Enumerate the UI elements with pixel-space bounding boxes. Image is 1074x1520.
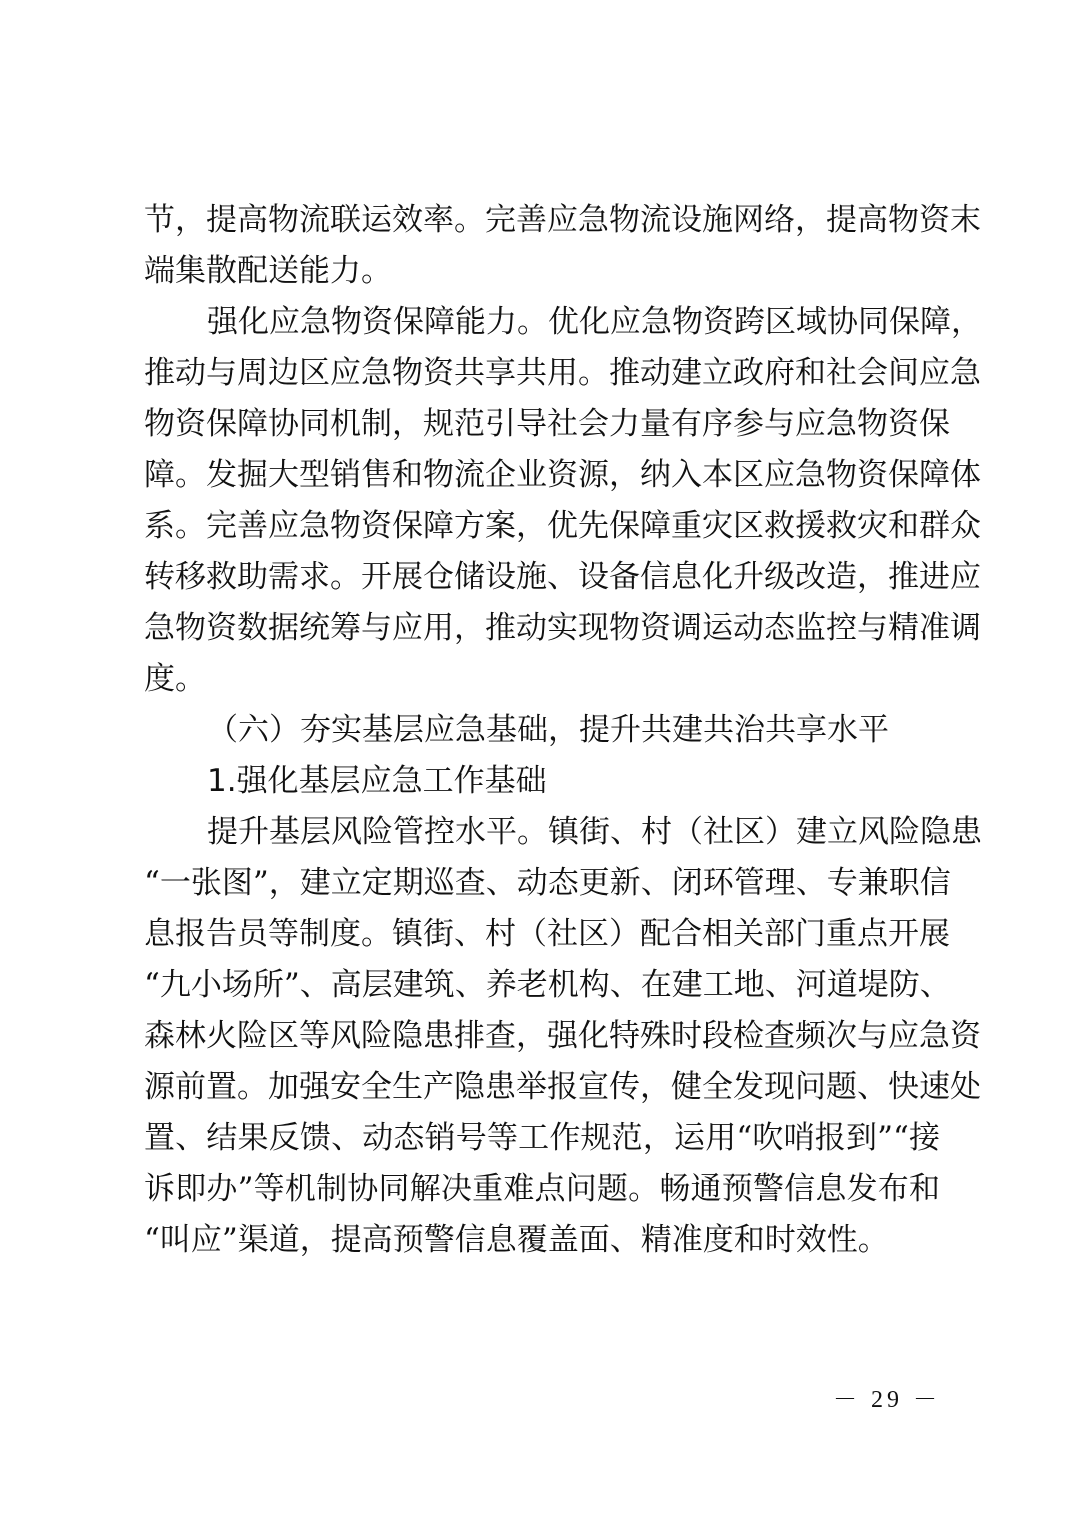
- paragraph-line: 度。: [144, 661, 206, 697]
- paragraph-line: 系。完善应急物资保障方案，优先保障重灾区救援救灾和群众: [144, 508, 981, 544]
- paragraph-line: 强化应急物资保障能力。优化应急物资跨区域协同保障，: [207, 304, 982, 340]
- paragraph-line: 置、结果反馈、动态销号等工作规范，运用“吹哨报到”“接: [144, 1120, 940, 1156]
- section-heading: （六）夯实基层应急基础，提升共建共治共享水平: [207, 712, 889, 748]
- page-number: － 29 －: [833, 1387, 941, 1413]
- paragraph-line: “九小场所”、高层建筑、养老机构、在建工地、河道堤防、: [144, 967, 951, 1003]
- paragraph-line: 端集散配送能力。: [144, 253, 392, 289]
- paragraph-line: 转移救助需求。开展仓储设施、设备信息化升级改造，推进应: [144, 559, 981, 595]
- paragraph-line: 物资保障协同机制，规范引导社会力量有序参与应急物资保: [144, 406, 950, 442]
- paragraph-line: 源前置。加强安全生产隐患举报宣传，健全发现问题、快速处: [144, 1069, 981, 1105]
- subsection-heading: 1.强化基层应急工作基础: [207, 763, 547, 799]
- paragraph-line: 提升基层风险管控水平。镇街、村（社区）建立风险隐患: [207, 814, 982, 850]
- paragraph-line: “叫应”渠道，提高预警信息覆盖面、精准度和时效性。: [144, 1222, 889, 1258]
- paragraph-line: 息报告员等制度。镇街、村（社区）配合相关部门重点开展: [144, 916, 950, 952]
- paragraph-line: 节，提高物流联运效率。完善应急物流设施网络，提高物资末: [144, 202, 981, 238]
- paragraph-line: 障。发掘大型销售和物流企业资源，纳入本区应急物资保障体: [144, 457, 981, 493]
- paragraph-line: 诉即办”等机制协同解决重难点问题。畅通预警信息发布和: [144, 1171, 940, 1207]
- paragraph-line: “一张图”，建立定期巡查、动态更新、闭环管理、专兼职信: [144, 865, 951, 901]
- paragraph-line: 推动与周边区应急物资共享共用。推动建立政府和社会间应急: [144, 355, 981, 391]
- paragraph-line: 森林火险区等风险隐患排查，强化特殊时段检查频次与应急资: [144, 1018, 981, 1054]
- paragraph-line: 急物资数据统筹与应用，推动实现物资调运动态监控与精准调: [144, 610, 981, 646]
